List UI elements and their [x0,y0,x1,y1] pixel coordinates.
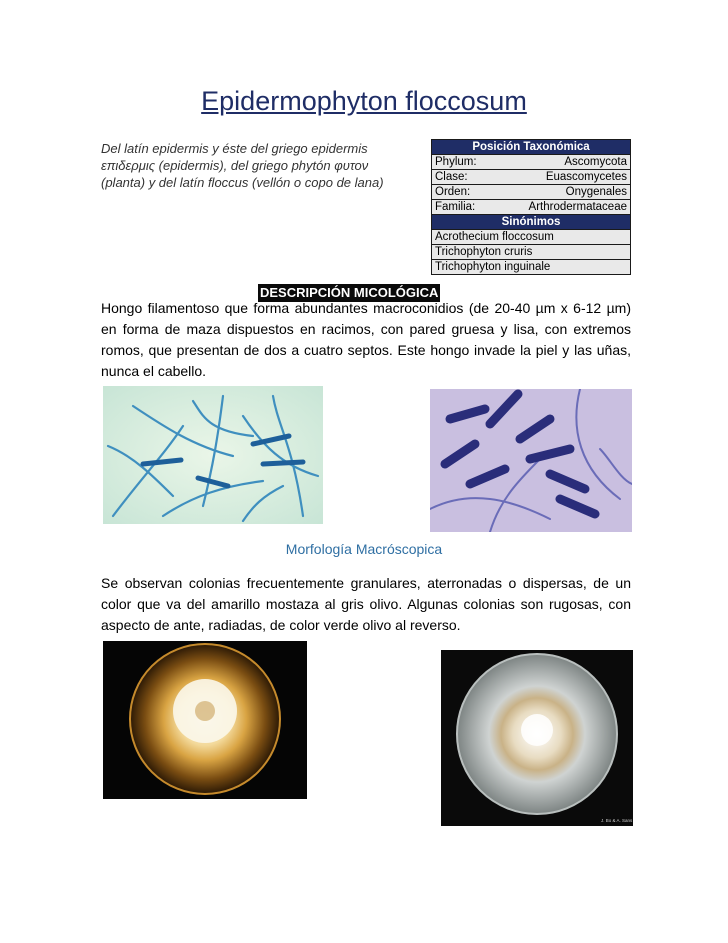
etymology-text [101,140,431,191]
photo-credit: J. Bo & A. Sans [601,818,633,823]
culture-photo-yellow [103,641,307,799]
taxonomy-label: Phylum: [435,156,477,168]
taxonomy-value: Ascomycota [564,156,627,168]
taxonomy-value: Onygenales [565,186,627,198]
taxonomy-row [432,200,631,215]
taxonomy-row [432,170,631,185]
taxonomy-row [432,155,631,170]
synonym-row: Trichophyton cruris [432,245,631,260]
synonym-row: Acrothecium floccosum [432,230,631,245]
synonym-row: Trichophyton inguinale [432,260,631,275]
description-paragraph: Hongo filamentoso que forma abundantes macroconidios (de 20-40 µm x 6-12 µm) en forma de maza dispuestos en racimos, con pared gruesa y lisa, con extremos romos, que presentan de dos a cuatro septos. Este hongo invade la piel y las uñas, nunca el cabello. [101,300,631,379]
taxonomy-label: Familia: [435,201,476,213]
taxonomy-value: Euascomycetes [545,171,627,183]
taxonomy-table [431,139,631,275]
microscopy-image-light [103,386,323,524]
page-title: Epidermophyton floccosum [201,86,527,116]
macroscopic-paragraph: Se observan colonias frecuentemente granulares, aterronadas o dispersas, de un color que va del amarillo mostaza al gris olivo. Algunas colonias son rugosas, con aspecto de ante, radiadas, de color verde olivo al reverso. [101,575,631,633]
etymology-line: Del latín epidermis y éste del griego epidermis [101,141,368,156]
taxonomy-value: Arthrodermataceae [528,201,627,213]
taxonomy-row [432,185,631,200]
description-heading: DESCRIPCIÓN MICOLÓGICA [260,285,439,300]
taxonomy-label: Clase: [435,171,468,183]
synonyms-header: Sinónimos [432,215,631,230]
etymology-line: επιδερμις (epidermis), del griego phytón φυτον [101,158,369,173]
etymology-line: (planta) y del latín floccus (vellón o copo de lana) [101,175,384,190]
macroscopic-heading: Morfología Macróscopica [285,541,443,557]
taxonomy-header: Posición Taxonómica [432,140,631,155]
taxonomy-label: Orden: [435,186,471,198]
microscopy-image-stained [430,389,632,532]
culture-photo-white [441,650,633,826]
